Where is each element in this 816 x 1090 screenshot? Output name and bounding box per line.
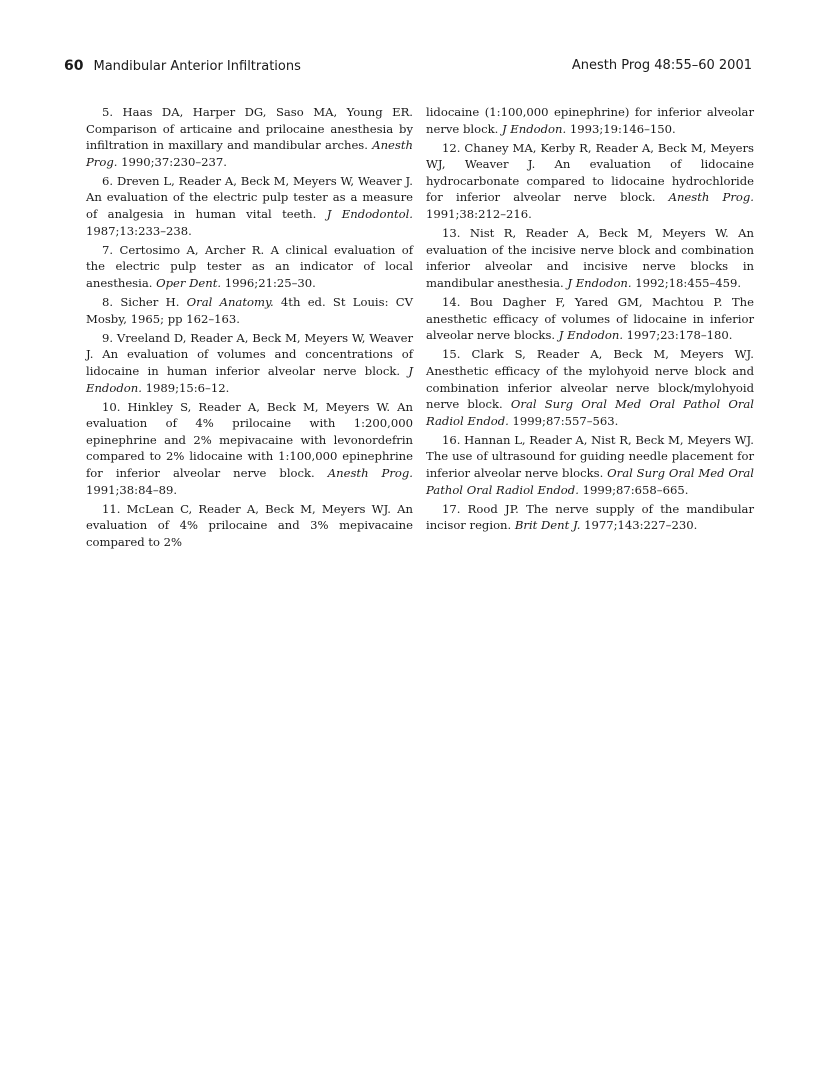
reference-7: 7. Certosimo A, Archer R. A clinical evaluation of the electric pulp tester as an indicator of local anesthesia. Oper Dent. 1996;21:25–30. (86, 242, 413, 290)
reference-11-continued: lidocaine (1:100,000 epinephrine) for inferior alveolar nerve block. J Endodon. 1993;19:146–150. (426, 105, 754, 136)
reference-10: 10. Hinkley S, Reader A, Beck M, Meyers W. An evaluation of 4% prilocaine with 1:200,000 epinephrine and 2% mepivacaine with levonordefrin compared to 2% lidocaine with 1:100,000 epinephrine for inferior alveolar nerve block. Anesth Prog. 1991;38:84–89. (86, 399, 413, 497)
reference-11: 11. McLean C, Reader A, Beck M, Meyers WJ. An evaluation of 4% prilocaine and 3% mepivacaine compared to 2% (86, 501, 413, 549)
reference-12: 12. Chaney MA, Kerby R, Reader A, Beck M, Meyers WJ, Weaver J. An evaluation of lidocaine hydrocarbonate compared to lidocaine hydrochloride for inferior alveolar nerve block. Anesth Prog. 1991;38:212–216. (426, 140, 754, 222)
page-number: 60 (64, 58, 84, 74)
reference-13: 13. Nist R, Reader A, Beck M, Meyers W. An evaluation of the incisive nerve block and combination inferior alveolar and incisive nerve blocks in mandibular anesthesia. J Endodon. 1992;18:455–459. (426, 226, 754, 290)
reference-5: 5. Haas DA, Harper DG, Saso MA, Young ER. Comparison of articaine and prilocaine anesthesia by infiltration in maxillary and mandibular arches. Anesth Prog. 1990;37:230–237. (86, 105, 413, 169)
reference-9: 9. Vreeland D, Reader A, Beck M, Meyers W, Weaver J. An evaluation of volumes and concentrations of lidocaine in human inferior alveolar nerve block. J Endodon. 1989;15:6–12. (86, 330, 413, 395)
references-right-column (426, 104, 754, 536)
journal-citation: Anesth Prog 48:55–60 2001 (571, 58, 752, 73)
reference-15: 15. Clark S, Reader A, Beck M, Meyers WJ. Anesthetic efficacy of the mylohyoid nerve block and combination inferior alveolar nerve block/mylohyoid nerve block. Oral Surg Oral Med Oral Pathol Oral Radiol Endod. 1999;87:557–563. (426, 347, 754, 428)
reference-16: 16. Hannan L, Reader A, Nist R, Beck M, Meyers WJ. The use of ultrasound for guiding needle placement for inferior alveolar nerve blocks. Oral Surg Oral Med Oral Pathol Oral Radiol Endod. 1999;87:658–665. (426, 432, 754, 497)
running-header (64, 56, 752, 76)
reference-14: 14. Bou Dagher F, Yared GM, Machtou P. The anesthetic efficacy of volumes of lidocaine in inferior alveolar nerve blocks. J Endodon. 1997;23:178–180. (426, 295, 754, 343)
reference-8: 8. Sicher H. Oral Anatomy. 4th ed. St Louis: CV Mosby, 1965; pp 162–163. (86, 295, 413, 326)
reference-17: 17. Rood JP. The nerve supply of the mandibular incisor region. Brit Dent J. 1977;143:227–230. (426, 501, 754, 533)
references-left-column (86, 104, 413, 553)
reference-6: 6. Dreven L, Reader A, Beck M, Meyers W, Weaver J. An evaluation of the electric pulp tester as a measure of analgesia in human vital teeth. J Endodontol. 1987;13:233–238. (86, 173, 413, 238)
running-title: Mandibular Anterior Infiltrations (93, 59, 301, 74)
